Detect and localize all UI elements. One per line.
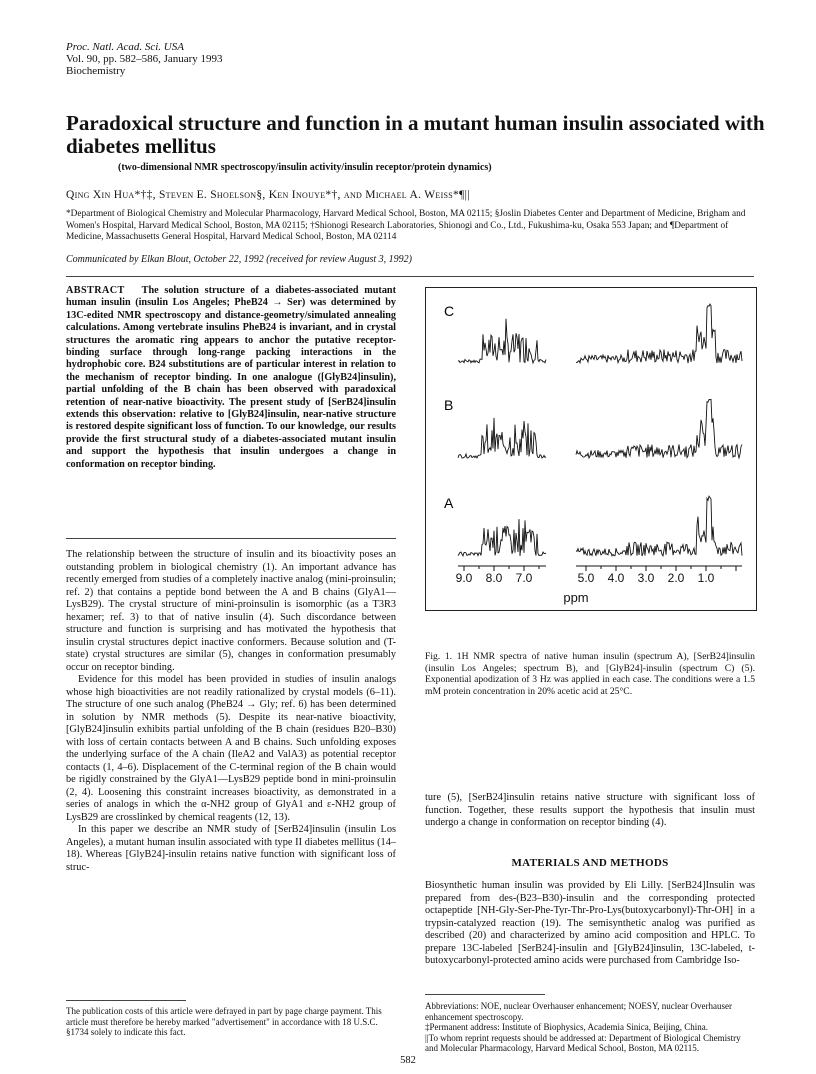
intro-text [66, 549, 396, 874]
tick-label: 3.0 [637, 571, 655, 585]
nmr-spectra-plot [426, 288, 756, 610]
communicated-line: Communicated by Elkan Blout, October 22, 1992 (received for review August 3, 1992) [66, 254, 412, 265]
panel-label-b: B [444, 397, 454, 413]
footnote-reprints: ||To whom reprint requests should be addressed at: Department of Biological Chemistry and Molecular Pharmacology, Harvard Medical School, Boston, MA 02115. [425, 1032, 741, 1053]
abstract-lead: ABSTRACT [66, 285, 125, 296]
tick-label: 7.0 [515, 571, 533, 585]
authors: Qing Xin Hua*†‡, Steven E. Shoelson§, Ken Inouye*†, and Michael A. Weiss*¶|| [66, 189, 470, 201]
tick-label: 1.0 [697, 571, 715, 585]
tick-label: 5.0 [577, 571, 595, 585]
footnote-divider [66, 1000, 186, 1001]
intro-paragraph: In this paper we describe an NMR study of [SerB24]insulin (insulin Los Angeles), a mutant human insulin associated with type II diabetes mellitus (14–18). Whereas [GlyB24]-insulin retains native function with significant loss of struc- [66, 824, 396, 873]
figure-nmr-spectra [425, 287, 757, 611]
journal-section: Biochemistry [66, 65, 126, 77]
methods-text [425, 880, 755, 968]
publication-note: The publication costs of this article were defrayed in part by page charge payment. This article must therefore be hereby marked "advertisement" in accordance with 18 U.S.C. §1734 solely to indicate this fact. [66, 1006, 382, 1037]
continuation-paragraph: ture (5), [SerB24]insulin retains native structure with significant loss of function. Together, these results support the hypothesis that insulin must undergo a change in conformation on receptor binding (4). [425, 792, 755, 828]
figure-caption-text: 1H NMR spectra of native human insulin (spectrum A), [SerB24]insulin (insulin Los Angeles; spectrum B), and [GlyB24]-insulin (spectrum C) (5). Exponential apodization of 3 Hz was applied in each case. The conditions were a 1.5 mM protein concentration in 20% acetic acid at 25°C. [425, 651, 755, 697]
tick-label: 2.0 [667, 571, 685, 585]
article-title: Paradoxical structure and function in a mutant human insulin associated with diabetes mellitus [66, 111, 765, 158]
tick-label: 9.0 [455, 571, 473, 585]
spectrum-trace-aromatic [458, 519, 546, 556]
figure-caption-label: Fig. 1. [425, 651, 453, 662]
figure-caption [425, 651, 755, 697]
journal-volume: Vol. 90, pp. 582–586, January 1993 [66, 53, 223, 65]
methods-heading: MATERIALS AND METHODS [511, 857, 669, 869]
footnotes [425, 1001, 755, 1054]
spectrum-trace-aliphatic [576, 496, 742, 556]
tick-label: 8.0 [485, 571, 503, 585]
spectrum-trace-aromatic [458, 418, 546, 458]
abstract-divider [66, 538, 396, 539]
footnote-abbreviations: Abbreviations: NOE, nuclear Overhauser enhancement; NOESY, nuclear Overhauser enhancement spectroscopy. [425, 1001, 732, 1022]
abstract-text: The solution structure of a diabetes-associated mutant human insulin (insulin Los Angeles; PheB24 → Ser) was determined by 13C-edited NMR spectroscopy and distance-geometry/simulated annealing calculations. Among vertebrate insulins PheB24 is invariant, and in crystal structures the aromatic ring appears to anchor the putative receptor-binding surface through long-range packing interactions in the hydrophobic core. B24 substitutions are of particular interest in relation to the mechanism of receptor binding. In one analogue ([GlyB24]insulin), partial unfolding of the B chain has been observed with paradoxical retention of near-native bioactivity. The present study of [SerB24]insulin extends this observation: relative to [GlyB24]insulin, near-native structure is restored despite significant loss of function. To our knowledge, our results provide the first structural study of a diabetes-associated mutant insulin and support the hypothesis that insulin undergoes a change in conformation on receptor binding. [66, 285, 396, 470]
footnote-permanent-address: ‡Permanent address: Institute of Biophysics, Academia Sinica, Beijing, China. [425, 1022, 708, 1032]
journal-header [66, 41, 223, 77]
methods-paragraph: Biosynthetic human insulin was provided by Eli Lilly. [SerB24]Insulin was prepared from des-(B23–B30)-insulin and the corresponding protected octapeptide [NH-Gly-Ser-Phe-Tyr-Thr-Pro-Lys(butoxycarbonyl)-Thr-OH] in a trypsin-catalyzed reaction (19). The semisynthetic analog was purified as described (20) and characterized by amino acid composition and HPLC. To prepare 13C-labeled [SerB24]-insulin and [GlyB24]insulin, 13C-labeled, t-butoxycarbonyl-protected amino acids were purchased from Cambridge Iso- [425, 880, 755, 966]
spectrum-trace-aliphatic [576, 399, 742, 458]
keywords: (two-dimensional NMR spectroscopy/insulin activity/insulin receptor/protein dynamics) [118, 162, 492, 173]
column2-continuation [425, 792, 755, 830]
intro-paragraph: The relationship between the structure of insulin and its bioactivity poses an outstanding problem in biological chemistry (1). An important advance has recently emerged from studies of a completely inactive analog (mini-proinsulin; ref. 2) that contains a peptide bond between the A and B chains (GlyA1—LysB29). The crystal structure of mini-proinsulin is isomorphic (as a T3R3 hexamer; ref. 3) to that of native insulin (4). Such discordance between structure and function is surprising and has motivated the hypothesis that insulin crystal structures depict inactive conformers. Because solution and (T-state) crystal structures are similar (5), changes in conformation presumably occur on receptor binding. [66, 549, 396, 673]
panel-label-a: A [444, 495, 454, 511]
spectrum-trace-aromatic [458, 319, 546, 363]
panel-label-c: C [444, 303, 455, 319]
abstract [66, 285, 396, 471]
footnote-divider-right [425, 994, 545, 995]
axis-label-ppm: ppm [563, 590, 589, 605]
tick-label: 4.0 [607, 571, 625, 585]
header-divider [66, 276, 754, 277]
spectrum-trace-aliphatic [576, 304, 742, 363]
journal-name: Proc. Natl. Acad. Sci. USA [66, 41, 184, 53]
intro-paragraph: Evidence for this model has been provided in studies of insulin analogs whose high bioactivities are not readily rationalized by crystal models (6–11). The structure of one such analog (PheB24 → Gly; ref. 6) has been determined in solution by NMR methods (5). Despite its near-native bioactivity, [GlyB24]insulin exhibits partial unfolding of the B chain (residues B20–B30) with loss of certain contacts between A and B chains. Such unfolding exposes the underlying surface of the A chain (IleA2 and ValA3) as potential receptor contacts (1, 4–6). Displacement of the C-terminal region of the B chain would be rigidly constrained by the GlyA1—LysB29 peptide bond in mini-proinsulin (2, 4). Loosening this constraint increases bioactivity, as demonstrated in a series of analogs in which the α-NH2 group of GlyA1 and ε-NH2 group of LysB29 are crosslinked by chemical reagents (12, 13). [66, 674, 396, 823]
page-number: 582 [400, 1055, 416, 1066]
affiliations: *Department of Biological Chemistry and Molecular Pharmacology, Harvard Medical School, Boston, MA 02115; §Joslin Diabetes Center and Department of Medicine, Brigham and Women's Hospital, Harvard Medical School, Boston, MA 02115; †Shionogi Research Laboratories, Shionogi and Co., Ltd., Fukushima-ku, Osaka 553 Japan; and ¶Department of Medicine, Massachusetts General Hospital, Harvard Medical School, Boston, MA 02114 [66, 209, 746, 242]
